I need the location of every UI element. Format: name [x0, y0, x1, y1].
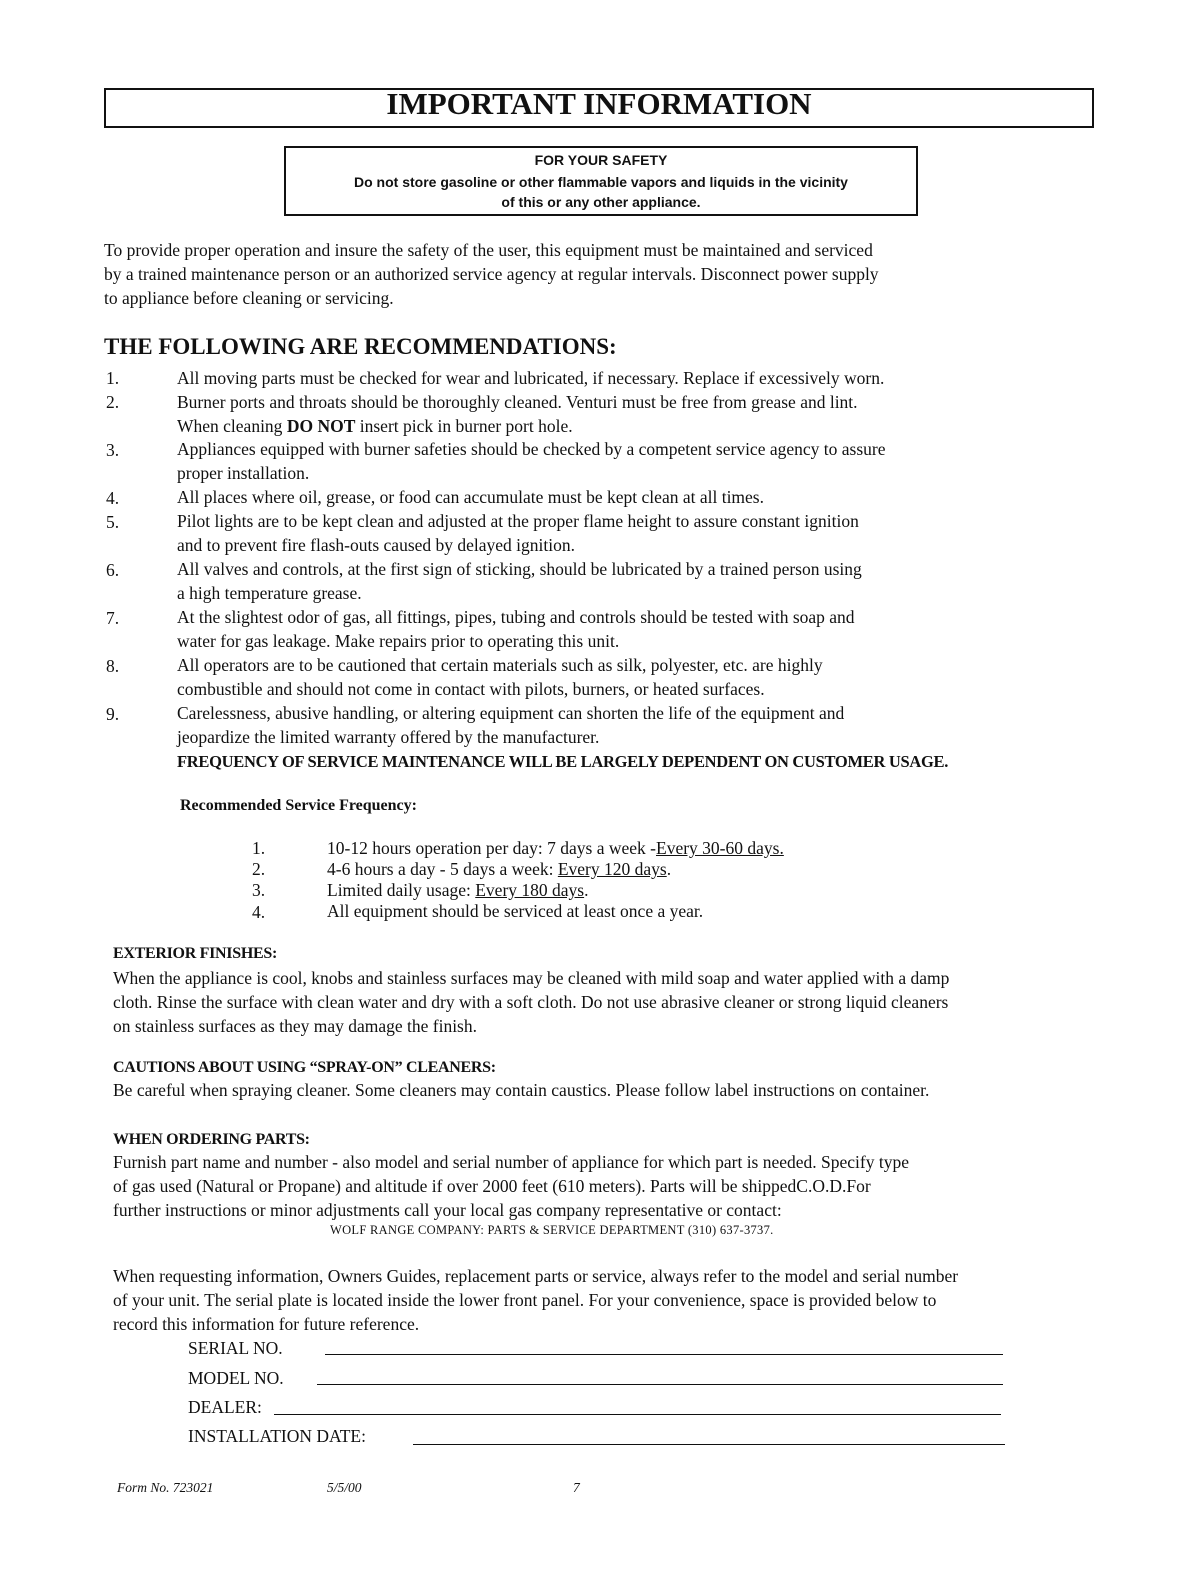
frequency-number: 2. — [252, 859, 266, 879]
page-number: 7 — [573, 1480, 580, 1495]
item-number: 1. — [106, 368, 120, 388]
item-number: 8. — [106, 656, 120, 676]
contact-line: WOLF RANGE COMPANY: PARTS & SERVICE DEPARTMENT (310) 637-3737. — [330, 1223, 774, 1237]
do-not-emphasis: DO NOT — [286, 416, 356, 436]
serial-number-field[interactable] — [325, 1354, 1003, 1355]
ordering-line-1: Furnish part name and number - also model and serial number of appliance for which part is needed. Specify type — [113, 1152, 910, 1172]
item-text: proper installation. — [177, 463, 310, 483]
exterior-line-3: on stainless surfaces as they may damage the finish. — [113, 1016, 477, 1036]
service-frequency-heading: Recommended Service Frequency: — [180, 797, 417, 814]
item-text: and to prevent fire flash-outs caused by delayed ignition. — [177, 535, 576, 555]
exterior-heading: EXTERIOR FINISHES: — [113, 945, 277, 962]
frequency-item: 4-6 hours a day - 5 days a week: Every 120 days. — [327, 859, 672, 879]
item-number: 5. — [106, 512, 120, 532]
exterior-line-1: When the appliance is cool, knobs and stainless surfaces may be cleaned with mild soap and water applied with a damp — [113, 968, 950, 988]
ordering-line-3: further instructions or minor adjustments call your local gas company representative or contact: — [113, 1200, 782, 1220]
item-text: combustible and should not come in contact with pilots, burners, or heated surfaces. — [177, 679, 765, 699]
item-number: 6. — [106, 560, 120, 580]
item-number: 9. — [106, 704, 120, 724]
frequency-number: 3. — [252, 880, 266, 900]
safety-heading: FOR YOUR SAFETY — [534, 152, 668, 168]
item-number: 4. — [106, 488, 120, 508]
cautions-heading: CAUTIONS ABOUT USING “SPRAY-ON” CLEANERS: — [113, 1059, 496, 1076]
item-text: Pilot lights are to be kept clean and adjusted at the proper flame height to assure constant ignition — [177, 511, 859, 531]
form-date: 5/5/00 — [327, 1480, 362, 1495]
item-text: Burner ports and throats should be thoroughly cleaned. Venturi must be free from grease and lint. — [177, 392, 858, 412]
intro-line-3: to appliance before cleaning or servicing. — [104, 288, 394, 308]
requesting-line-1: When requesting information, Owners Guides, replacement parts or service, always refer to the model and serial number — [113, 1266, 959, 1286]
frequency-item: All equipment should be serviced at least once a year. — [327, 901, 704, 921]
form-number: Form No. 723021 — [117, 1480, 214, 1495]
frequency-item: 10-12 hours operation per day: 7 days a week -Every 30-60 days. — [327, 838, 784, 858]
item-text: All moving parts must be checked for wear and lubricated, if necessary. Replace if excessively worn. — [177, 368, 885, 388]
item-text: Carelessness, abusive handling, or altering equipment can shorten the life of the equipment and — [177, 703, 845, 723]
recommendations-heading: THE FOLLOWING ARE RECOMMENDATIONS: — [104, 334, 617, 359]
installation-date-field[interactable] — [413, 1444, 1005, 1445]
item-text: a high temperature grease. — [177, 583, 362, 603]
item-text: All places where oil, grease, or food can accumulate must be kept clean at all times. — [177, 487, 764, 507]
requesting-line-3: record this information for future reference. — [113, 1314, 420, 1334]
item-text: At the slightest odor of gas, all fittings, pipes, tubing and controls should be tested with soap and — [177, 607, 855, 627]
item-text: All operators are to be cautioned that certain materials such as silk, polyester, etc. are highly — [177, 655, 823, 675]
requesting-line-2: of your unit. The serial plate is located inside the lower front panel. For your convenience, space is provided below to — [113, 1290, 937, 1310]
frequency-number: 1. — [252, 838, 266, 858]
item-text: Appliances equipped with burner safeties should be checked by a competent service agency to assure — [177, 439, 886, 459]
dealer-field[interactable] — [274, 1414, 1001, 1415]
safety-line-1: Do not store gasoline or other flammable vapors and liquids in the vicinity — [354, 174, 848, 190]
serial-number-label: SERIAL NO. — [188, 1338, 283, 1358]
frequency-number: 4. — [252, 902, 266, 922]
intro-line-1: To provide proper operation and insure the safety of the user, this equipment must be maintained and serviced — [104, 240, 873, 260]
cautions-line-1: Be careful when spraying cleaner. Some cleaners may contain caustics. Please follow label instructions on container. — [113, 1080, 930, 1100]
model-number-field[interactable] — [317, 1384, 1003, 1385]
item-number: 2. — [106, 392, 120, 412]
dealer-label: DEALER: — [188, 1397, 262, 1417]
ordering-heading: WHEN ORDERING PARTS: — [113, 1131, 310, 1148]
item-number: 7. — [106, 608, 120, 628]
exterior-line-2: cloth. Rinse the surface with clean water and dry with a soft cloth. Do not use abrasive cleaner or strong liquid cleaners — [113, 992, 949, 1012]
item-text: water for gas leakage. Make repairs prior to operating this unit. — [177, 631, 620, 651]
item-text: jeopardize the limited warranty offered by the manufacturer. — [177, 727, 600, 747]
ordering-line-2: of gas used (Natural or Propane) and altitude if over 2000 feet (610 meters). Parts will be shippedC.O.D.For — [113, 1176, 871, 1196]
frequency-note: FREQUENCY OF SERVICE MAINTENANCE WILL BE LARGELY DEPENDENT ON CUSTOMER USAGE. — [177, 752, 949, 771]
page-title: IMPORTANT INFORMATION — [386, 86, 812, 121]
safety-line-2: of this or any other appliance. — [501, 194, 701, 210]
item-text: All valves and controls, at the first sign of sticking, should be lubricated by a trained person using — [177, 559, 862, 579]
item-text-continued: When cleaning DO NOT insert pick in burner port hole. — [177, 416, 573, 436]
installation-date-label: INSTALLATION DATE: — [188, 1426, 366, 1446]
model-number-label: MODEL NO. — [188, 1368, 284, 1388]
intro-line-2: by a trained maintenance person or an authorized service agency at regular intervals. Disconnect power supply — [104, 264, 879, 284]
item-number: 3. — [106, 440, 120, 460]
frequency-item: Limited daily usage: Every 180 days. — [327, 880, 589, 900]
